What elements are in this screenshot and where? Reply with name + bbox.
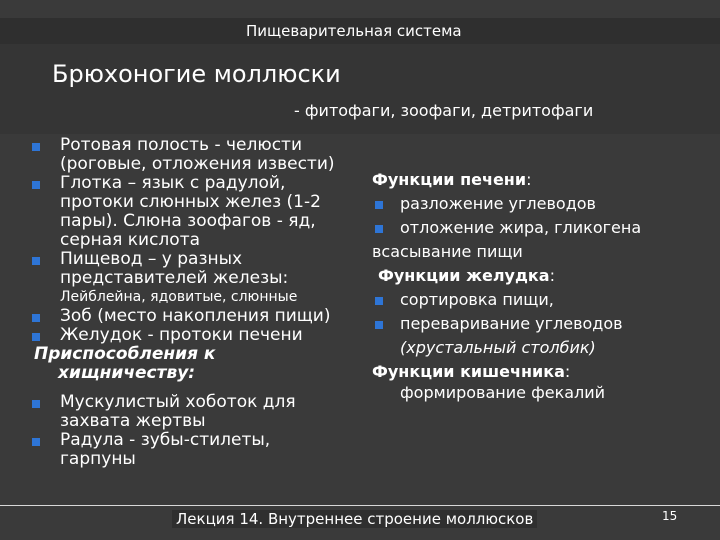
list-item	[372, 288, 712, 312]
bullet-icon	[375, 225, 383, 233]
list-item	[30, 326, 360, 345]
list-item	[30, 250, 360, 307]
heading-line: Приспособления к	[34, 344, 216, 364]
heading-colon: :	[526, 170, 532, 189]
heading-text: Функции желудка	[378, 266, 550, 285]
heading-colon: :	[549, 266, 555, 285]
bullet-icon	[32, 257, 40, 265]
item-text: Радула - зубы-стилеты,	[60, 430, 271, 450]
item-text: (роговые, отложения извести)	[60, 154, 335, 174]
footer	[0, 505, 720, 540]
item-text: сортировка пищи,	[400, 290, 554, 309]
item-text: представителей железы:	[60, 268, 289, 288]
slide-subtitle: - фитофаги, зоофаги, детритофаги	[294, 101, 594, 120]
bullet-icon	[32, 400, 40, 408]
bullet-icon	[375, 321, 383, 329]
item-text: всасывание пищи	[372, 242, 523, 261]
item-text: Желудок - протоки печени	[60, 325, 303, 345]
bullet-icon	[375, 297, 383, 305]
liver-heading	[372, 168, 712, 192]
bullet-icon	[375, 201, 383, 209]
heading-colon: :	[564, 362, 571, 381]
item-text: отложение жира, гликогена	[400, 218, 642, 237]
list-item	[372, 192, 712, 216]
item-text: (хрустальный столбик)	[400, 338, 596, 357]
item-text: пары). Слюна зоофагов - яд,	[60, 211, 316, 231]
header-box	[0, 44, 720, 134]
bullet-icon	[32, 333, 40, 341]
item-text: переваривание углеводов	[400, 314, 623, 333]
right-column	[372, 168, 712, 402]
heading-line: хищничеству:	[58, 363, 196, 383]
section-title: Пищеварительная система	[246, 22, 462, 40]
list-item	[30, 174, 360, 250]
item-text: Пищевод – у разных	[60, 249, 243, 269]
heading-text: Функции кишечника	[372, 362, 565, 381]
left-column	[30, 136, 360, 469]
list-item	[30, 307, 360, 326]
item-text: формирование фекалий	[400, 383, 606, 402]
list-item	[372, 216, 712, 240]
bullet-icon	[32, 314, 40, 322]
top-bar	[0, 18, 720, 45]
list-item	[30, 431, 360, 469]
page-number: 15	[662, 509, 678, 523]
item-text: захвата жертвы	[60, 411, 206, 431]
bullet-icon	[32, 181, 40, 189]
stomach-heading	[372, 264, 712, 288]
slide-title: Брюхоногие моллюски	[52, 60, 341, 88]
heading-text: Функции печени	[372, 170, 527, 189]
item-text: серная кислота	[60, 230, 201, 250]
lecture-caption: Лекция 14. Внутреннее строение моллюсков	[172, 510, 537, 528]
item-text: Мускулистый хоботок для	[60, 392, 296, 412]
item-text: Зоб (место накопления пищи)	[60, 306, 331, 326]
item-text: Глотка – язык с радулой,	[60, 173, 286, 193]
item-text-small: Лейблейна, ядовитые, слюнные	[60, 289, 298, 305]
item-text: разложение углеводов	[400, 194, 596, 213]
item-text: протоки слюнных желез (1-2	[60, 192, 321, 212]
list-item	[30, 136, 360, 174]
list-item	[30, 393, 360, 431]
bullet-icon	[32, 438, 40, 446]
adaptations-heading	[30, 345, 360, 383]
intestine-heading	[372, 360, 712, 384]
item-text: Ротовая полость - челюсти	[60, 135, 302, 155]
list-item	[372, 312, 712, 336]
footer-divider	[0, 505, 720, 506]
item-text: гарпуны	[60, 449, 136, 469]
bullet-icon	[32, 143, 40, 151]
